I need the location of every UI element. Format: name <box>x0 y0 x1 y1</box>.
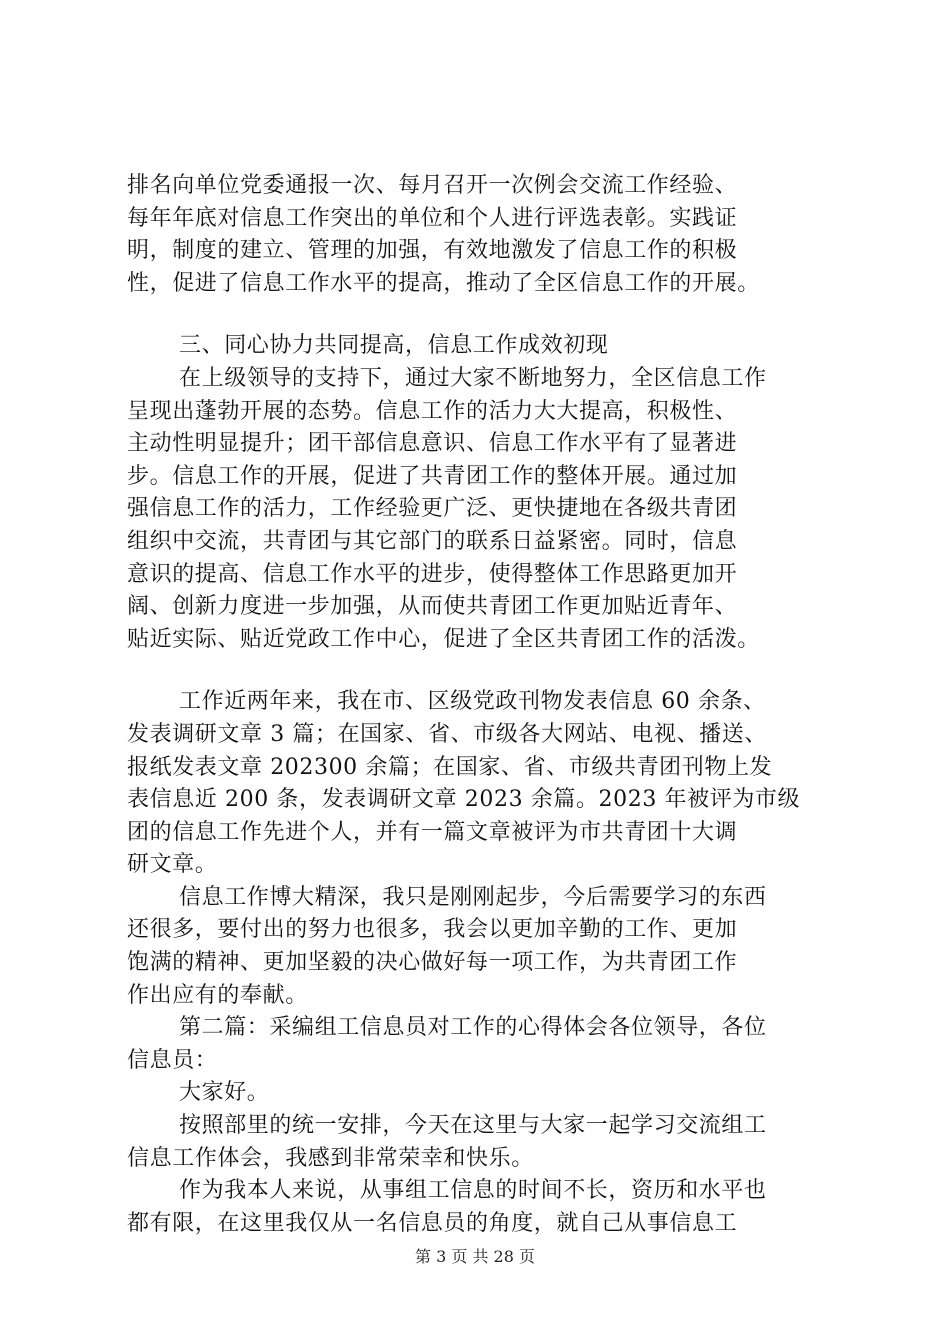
text-line: 主动性明显提升；团干部信息意识、信息工作水平有了显著进 <box>127 431 738 457</box>
text-line: 贴近实际、贴近党政工作中心，促进了全区共青团工作的活泼。 <box>127 626 760 652</box>
text-line: 作出应有的奉献。 <box>127 982 308 1008</box>
text-line: 意识的提高、信息工作水平的进步，使得整体工作思路更加开 <box>127 561 738 587</box>
text-line: 排名向单位党委通报一次、每月召开一次例会交流工作经验、 <box>127 173 738 198</box>
text-line: 在上级领导的支持下，通过大家不断地努力，全区信息工作 <box>179 365 767 391</box>
text-line: 作为我本人来说，从事组工信息的时间不长，资历和水平也 <box>179 1178 767 1204</box>
heading-line: 三、同心协力共同提高，信息工作成效初现 <box>179 333 609 359</box>
blank-line <box>127 300 847 330</box>
text-line: 按照部里的统一安排，今天在这里与大家一起学习交流组工 <box>179 1113 767 1139</box>
paragraph <box>127 686 847 882</box>
paragraph <box>127 1175 847 1240</box>
paragraph <box>127 882 847 1012</box>
text-line: 阔、创新力度进一步加强，从而使共青团工作更加贴近青年、 <box>127 594 738 620</box>
document-body <box>127 170 847 1240</box>
text-line: 第二篇：采编组工信息员对工作的心得体会各位领导，各位 <box>179 1015 767 1041</box>
text-line: 饱满的精神、更加坚毅的决心做好每一项工作，为共青团工作 <box>127 950 738 976</box>
text-line: 研文章。 <box>127 852 218 878</box>
text-line: 强信息工作的活力，工作经验更广泛、更快捷地在各级共青团 <box>127 496 738 522</box>
text-line: 信息工作体会，我感到非常荣幸和快乐。 <box>127 1145 534 1171</box>
text-line: 每年年底对信息工作突出的单位和个人进行评选表彰。实践证 <box>127 205 738 231</box>
text-line: 团的信息工作先进个人，并有一篇文章被评为市共青团十大调 <box>127 819 738 845</box>
text-line: 步。信息工作的开展，促进了共青团工作的整体开展。通过加 <box>127 463 738 489</box>
text-line: 明，制度的建立、管理的加强，有效地激发了信息工作的积极 <box>127 238 738 264</box>
paragraph <box>127 170 847 300</box>
text-line: 大家好。 <box>179 1080 270 1106</box>
text-line: 信息工作博大精深，我只是刚刚起步，今后需要学习的东西 <box>179 884 767 910</box>
text-line: 报纸发表文章 202300 余篇；在国家、省、市级共青团刊物上发 <box>127 754 773 780</box>
text-line: 工作近两年来，我在市、区级党政刊物发表信息 60 余条、 <box>179 689 766 715</box>
section-heading <box>127 330 847 363</box>
text-line: 还很多，要付出的努力也很多，我会以更加辛勤的工作、更加 <box>127 917 738 943</box>
blank-line <box>127 656 847 686</box>
page-footer: 第 3 页 共 28 页 <box>415 1247 535 1266</box>
text-line: 发表调研文章 3 篇；在国家、省、市级各大网站、电视、播送、 <box>127 721 767 747</box>
text-line: 组织中交流，共青团与其它部门的联系日益紧密。同时，信息 <box>127 528 738 554</box>
text-line: 性，促进了信息工作水平的提高，推动了全区信息工作的开展。 <box>127 270 760 296</box>
paragraph <box>127 363 847 656</box>
text-line: 表信息近 200 条，发表调研文章 2023 余篇。2023 年被评为市级 <box>127 787 801 813</box>
paragraph <box>127 1110 847 1175</box>
text-line: 都有限，在这里我仅从一名信息员的角度，就自己从事信息工 <box>127 1210 738 1236</box>
paragraph <box>127 1077 847 1110</box>
text-line: 呈现出蓬勃开展的态势。信息工作的活力大大提高，积极性、 <box>127 398 738 424</box>
paragraph <box>127 1012 847 1077</box>
text-line: 信息员： <box>127 1047 218 1073</box>
